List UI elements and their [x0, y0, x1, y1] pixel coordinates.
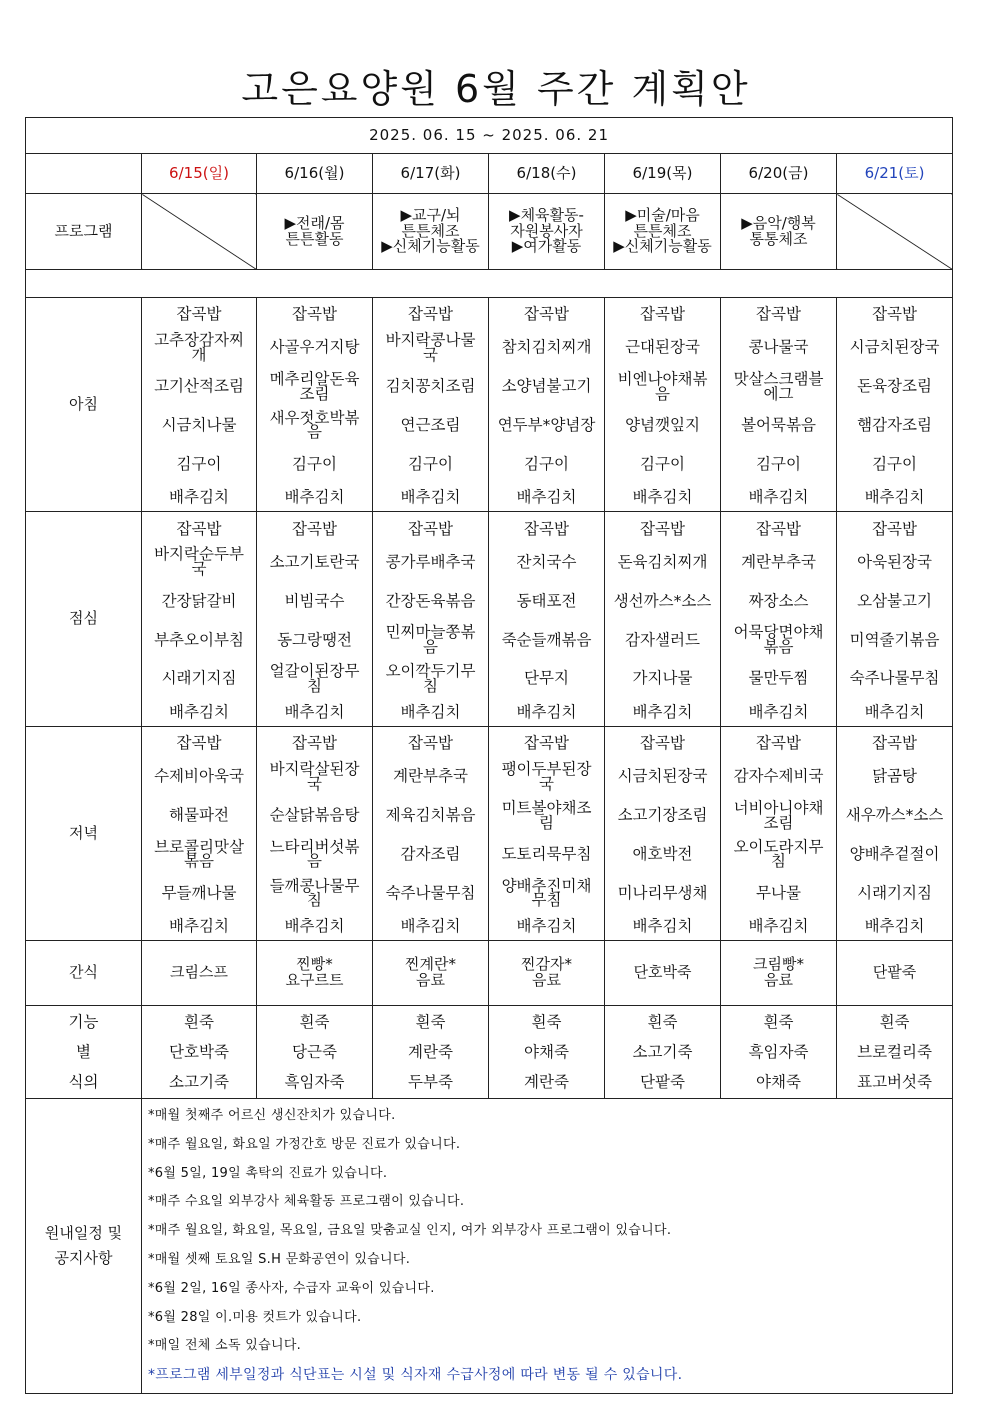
menu-item: 숙주나물무침: [385, 883, 476, 902]
snack-line: 찐감자*: [521, 955, 572, 974]
menu-item: 김구이: [176, 454, 222, 473]
menu-list: [257, 727, 372, 940]
porridge-label-line: 별: [76, 1042, 91, 1061]
menu-item: 배추김치: [284, 488, 345, 507]
snack-line: 음료: [764, 971, 793, 989]
menu-item: 잡곡밥: [640, 734, 685, 753]
menu-item: 오이깍두기무침: [385, 662, 476, 695]
menu-item: 순살닭볶음탕: [269, 806, 360, 825]
porridge-label-line: 기능: [68, 1012, 99, 1031]
notice-label-line: 원내일정 및: [44, 1223, 123, 1242]
porridge-list: [489, 1007, 604, 1097]
menu-item: 바지락살된장국: [269, 759, 360, 793]
menu-item: 무나물: [756, 883, 801, 902]
menu-item: 배추김치: [284, 917, 345, 936]
menu-list: [489, 298, 604, 511]
menu-item: 배추김치: [864, 702, 925, 721]
program-line: ▶미술/마음: [625, 205, 700, 224]
menu-list: [837, 298, 952, 511]
porridge-item: 흰죽: [531, 1012, 562, 1031]
menu-item: 맛살스크램블에그: [733, 369, 824, 403]
breakfast-cell: [142, 298, 257, 512]
menu-item: 배추김치: [748, 917, 809, 936]
lunch-cell: [605, 512, 721, 727]
snack-line: 단팥죽: [872, 963, 917, 982]
menu-item: 시금치된장국: [617, 767, 708, 786]
menu-item: 잡곡밥: [640, 519, 685, 538]
menu-item: 소고기장조림: [617, 806, 708, 825]
menu-item: 배추김치: [632, 702, 693, 721]
menu-item: 배추김치: [516, 702, 577, 721]
menu-item: 김구이: [408, 454, 453, 473]
program-cell: [721, 194, 837, 270]
menu-item: 얼갈이된장무침: [269, 662, 360, 695]
notice-label: [26, 1099, 142, 1394]
porridge-cell: [605, 1006, 721, 1099]
menu-item: 잡곡밥: [524, 734, 569, 753]
menu-item: 김구이: [756, 454, 801, 473]
menu-item: 김치꽁치조림: [385, 377, 476, 396]
menu-item: 배추김치: [400, 917, 461, 936]
menu-item: 제육김치볶음: [385, 806, 476, 825]
menu-item: 배추김치: [516, 917, 577, 936]
menu-item: 너비아니야채조림: [733, 798, 824, 832]
porridge-item: 소고기죽: [169, 1072, 229, 1091]
menu-item: 해물파전: [169, 806, 229, 825]
porridge-cell: [721, 1006, 837, 1099]
porridge-list: [837, 1007, 952, 1097]
menu-item: 잡곡밥: [408, 519, 453, 538]
menu-item: 연근조림: [400, 416, 461, 435]
snack-line: 크림빵*: [753, 955, 804, 974]
porridge-item: 흰죽: [184, 1012, 214, 1031]
day-header: 6/18(수): [489, 154, 605, 194]
menu-item: 김구이: [524, 454, 569, 473]
menu-item: 콩나물국: [748, 338, 809, 357]
menu-list: [257, 513, 372, 726]
menu-list: [605, 727, 720, 940]
menu-item: 근대된장국: [625, 338, 700, 357]
program-line: 튼튼체조: [401, 221, 460, 240]
notice-item: *매월 셋째 토요일 S.H 문화공연이 있습니다.: [148, 1252, 411, 1267]
menu-item: 배추김치: [169, 917, 229, 936]
menu-item: 수제비아욱국: [154, 767, 244, 786]
menu-item: 닭곰탕: [872, 767, 917, 786]
menu-list: [837, 727, 952, 940]
porridge-list: [142, 1007, 256, 1097]
menu-item: 소양념불고기: [501, 377, 592, 396]
menu-item: 배추김치: [864, 917, 925, 936]
program-row: [26, 194, 953, 270]
menu-item: 죽순들깨볶음: [501, 630, 592, 649]
menu-item: 오삼불고기: [857, 591, 932, 610]
menu-item: 느타리버섯볶음: [269, 837, 360, 871]
snack-line: 음료: [532, 971, 561, 989]
menu-item: 숙주나물무침: [849, 669, 940, 688]
menu-item: 잡곡밥: [292, 305, 337, 324]
menu-item: 들깨콩나물무침: [269, 876, 360, 910]
dinner-cell: [373, 727, 489, 941]
program-cell: [373, 194, 489, 270]
lunch-cell: [373, 512, 489, 727]
menu-item: 잡곡밥: [524, 305, 569, 324]
menu-item: 미나리무생채: [617, 883, 708, 902]
program-line: ▶교구/뇌: [400, 205, 461, 224]
snack-cell: [257, 941, 373, 1006]
menu-item: 잡곡밥: [872, 734, 917, 753]
menu-item: 잡곡밥: [292, 734, 337, 753]
menu-item: 김구이: [292, 454, 337, 473]
breakfast-row: [26, 298, 953, 512]
dinner-cell: [721, 727, 837, 941]
menu-item: 고추장감자찌개: [154, 330, 244, 364]
porridge-item: 계란죽: [524, 1072, 569, 1091]
porridge-item: 브로컬리죽: [857, 1042, 932, 1061]
porridge-item: 당근죽: [292, 1042, 337, 1061]
program-cell: [605, 194, 721, 270]
snack-cell: [605, 941, 721, 1006]
dinner-cell: [837, 727, 953, 941]
menu-item: 오이도라지무침: [733, 837, 824, 871]
menu-item: 잡곡밥: [756, 519, 801, 538]
spacer-row: [26, 270, 953, 298]
menu-item: 시금치나물: [161, 416, 237, 435]
notice-item: *6월 5일, 19일 촉탁의 진료가 있습니다.: [148, 1165, 388, 1181]
snack-row: [26, 941, 953, 1006]
program-cell: [142, 194, 257, 270]
menu-item: 참치김치찌개: [501, 338, 592, 357]
menu-item: 배추김치: [632, 488, 693, 507]
menu-item: 메추리알돈육조림: [269, 369, 360, 403]
lunch-cell: [142, 512, 257, 727]
porridge-item: 흑임자죽: [284, 1072, 345, 1091]
menu-item: 무들깨나물: [161, 883, 237, 902]
menu-item: 동그랑땡전: [277, 630, 352, 649]
menu-list: [142, 513, 256, 726]
snack-line: 음료: [416, 971, 445, 989]
menu-item: 연두부*양념장: [497, 416, 596, 435]
program-line: 자원봉사자: [510, 221, 583, 240]
menu-item: 잡곡밥: [408, 305, 453, 324]
lunch-label: 점심: [26, 512, 142, 727]
program-label: 프로그램: [26, 194, 142, 270]
menu-item: 배추김치: [632, 917, 693, 936]
notice-item: *프로그램 세부일정과 식단표는 시설 및 식자재 수급사정에 따라 변동 될 수 있습니다.: [148, 1367, 683, 1384]
menu-item: 생선까스*소스: [613, 591, 712, 610]
menu-item: 민찌마늘쫑볶음: [385, 623, 476, 656]
breakfast-label: 아침: [26, 298, 142, 512]
menu-item: 잡곡밥: [176, 519, 222, 538]
menu-item: 고기산적조림: [154, 377, 244, 396]
menu-item: 계란부추국: [741, 552, 816, 571]
menu-list: [142, 298, 256, 511]
menu-item: 배추김치: [516, 488, 577, 507]
menu-item: 잡곡밥: [872, 305, 917, 324]
menu-item: 시금치된장국: [849, 338, 940, 357]
menu-item: 간장닭갈비: [161, 591, 237, 610]
menu-item: 감자조림: [400, 845, 461, 864]
menu-item: 어묵당면야채볶음: [733, 623, 824, 656]
menu-item: 잡곡밥: [176, 734, 222, 753]
menu-item: 배추김치: [400, 702, 461, 721]
lunch-cell: [721, 512, 837, 727]
menu-item: 팽이두부된장국: [501, 759, 592, 793]
lunch-row: [26, 512, 953, 727]
program-line: ▶신체기능활동: [613, 237, 712, 256]
porridge-cell: [489, 1006, 605, 1099]
menu-item: 잡곡밥: [292, 519, 337, 538]
menu-item: 바지락콩나물국: [385, 330, 476, 364]
program-line: ▶신체기능활동: [381, 237, 480, 256]
program-line: ▶전래/몸: [284, 213, 345, 232]
menu-item: 잡곡밥: [756, 305, 801, 324]
day-header: 6/21(토): [837, 154, 953, 194]
notice-item: *매주 월요일, 화요일, 목요일, 금요일 맞춤교실 인지, 여가 외부강사 프로그램이 있습니다.: [148, 1223, 672, 1239]
porridge-item: 흰죽: [763, 1012, 794, 1031]
menu-list: [721, 298, 836, 511]
weekly-plan-table: [25, 117, 953, 1394]
menu-item: 김구이: [872, 454, 917, 473]
menu-item: 잡곡밥: [756, 734, 801, 753]
breakfast-cell: [837, 298, 953, 512]
menu-item: 볼어묵볶음: [741, 416, 816, 435]
menu-item: 사골우거지탕: [269, 338, 360, 357]
dinner-cell: [489, 727, 605, 941]
menu-item: 돈육장조림: [857, 377, 932, 396]
menu-item: 간장돈육볶음: [385, 591, 476, 610]
menu-item: 배추김치: [284, 702, 345, 721]
snack-cell: [489, 941, 605, 1006]
program-line: 튼튼활동: [285, 229, 344, 248]
menu-item: 잡곡밥: [524, 519, 569, 538]
day-header: 6/17(화): [373, 154, 489, 194]
program-cell: [489, 194, 605, 270]
porridge-item: 야채죽: [524, 1042, 569, 1061]
snack-cell: [837, 941, 953, 1006]
porridge-list: [373, 1007, 488, 1097]
menu-item: 배추김치: [400, 488, 461, 507]
menu-list: [142, 727, 256, 940]
menu-item: 아욱된장국: [857, 552, 932, 571]
porridge-list: [721, 1007, 836, 1097]
breakfast-cell: [489, 298, 605, 512]
notice-item: *6월 2일, 16일 종사자, 수급자 교육이 있습니다.: [148, 1280, 435, 1296]
snack-cell: [373, 941, 489, 1006]
snack-cell: [142, 941, 257, 1006]
menu-item: 애호박전: [632, 845, 693, 864]
menu-list: [257, 298, 372, 511]
menu-item: 김구이: [640, 454, 685, 473]
menu-item: 도토리묵무침: [501, 845, 592, 864]
dinner-cell: [142, 727, 257, 941]
porridge-list: [605, 1007, 720, 1097]
menu-list: [721, 513, 836, 726]
porridge-item: 흰죽: [647, 1012, 678, 1031]
snack-line: 단호박죽: [633, 963, 692, 982]
menu-item: 감자수제비국: [733, 767, 824, 786]
menu-item: 감자샐러드: [625, 630, 700, 649]
menu-item: 양배추진미채무침: [501, 876, 592, 910]
porridge-item: 흰죽: [415, 1012, 446, 1031]
page-title: 고은요양원 6월 주간 계획안: [241, 67, 751, 111]
program-cell: [837, 194, 953, 270]
porridge-cell: [373, 1006, 489, 1099]
menu-item: 미트볼야채조림: [501, 798, 592, 832]
breakfast-cell: [721, 298, 837, 512]
snack-line: 크림스프: [170, 963, 228, 982]
menu-item: 물만두찜: [748, 669, 809, 688]
notice-item: *매주 수요일 외부강사 체육활동 프로그램이 있습니다.: [148, 1194, 465, 1210]
day-header: 6/16(월): [257, 154, 373, 194]
porridge-cell: [257, 1006, 373, 1099]
porridge-item: 흰죽: [879, 1012, 910, 1031]
porridge-item: 소고기죽: [632, 1042, 693, 1061]
porridge-item: 야채죽: [756, 1072, 801, 1091]
menu-item: 가지나물: [632, 669, 693, 688]
dinner-row: [26, 727, 953, 941]
porridge-list: [257, 1007, 372, 1097]
lunch-cell: [489, 512, 605, 727]
day-header-row: [26, 154, 953, 194]
program-line: ▶여가활동: [511, 237, 582, 256]
notice-item: *6월 28일 이.미용 컷트가 있습니다.: [148, 1309, 362, 1325]
menu-item: 바지락순두부국: [154, 545, 244, 579]
breakfast-cell: [257, 298, 373, 512]
menu-list: [721, 727, 836, 940]
menu-item: 양념깻잎지: [625, 416, 700, 435]
notice-item: *매일 전체 소독 있습니다.: [148, 1338, 302, 1354]
porridge-label: [26, 1006, 142, 1099]
porridge-item: 단팥죽: [640, 1072, 685, 1091]
breakfast-cell: [373, 298, 489, 512]
menu-item: 배추김치: [864, 488, 925, 507]
snack-cell: [721, 941, 837, 1006]
menu-item: 잡곡밥: [640, 305, 685, 324]
program-line: 통통체조: [749, 229, 808, 248]
menu-list: [489, 727, 604, 940]
corner-cell: [26, 154, 142, 194]
notice-row: [26, 1099, 953, 1394]
snack-label: 간식: [26, 941, 142, 1006]
snack-line: 찐빵*: [296, 955, 333, 974]
menu-item: 미역줄기볶음: [849, 630, 940, 649]
menu-list: [489, 513, 604, 726]
menu-item: 브로콜리맛살볶음: [154, 837, 244, 871]
menu-item: 비빔국수: [284, 591, 345, 610]
menu-item: 잡곡밥: [408, 734, 453, 753]
menu-item: 계란부추국: [393, 767, 468, 786]
lunch-cell: [257, 512, 373, 727]
menu-list: [373, 298, 488, 511]
porridge-cell: [837, 1006, 953, 1099]
date-range: 2025. 06. 15 ~ 2025. 06. 21: [26, 118, 953, 154]
program-line: ▶체육활동-: [509, 205, 584, 224]
menu-item: 잡곡밥: [176, 305, 222, 324]
day-header: 6/15(일): [142, 154, 257, 194]
menu-list: [605, 513, 720, 726]
porridge-item: 두부죽: [408, 1072, 453, 1091]
menu-item: 돈육김치찌개: [617, 552, 708, 571]
program-cell: [257, 194, 373, 270]
porridge-label-line: 식의: [68, 1072, 99, 1091]
menu-item: 짜장소스: [748, 591, 809, 610]
day-header: 6/19(목): [605, 154, 721, 194]
menu-item: 배추김치: [169, 488, 229, 507]
porridge-cell: [142, 1006, 257, 1099]
porridge-row: [26, 1006, 953, 1099]
porridge-item: 계란죽: [408, 1042, 453, 1061]
notice-item: *매월 첫째주 어르신 생신잔치가 있습니다.: [148, 1108, 396, 1124]
lunch-cell: [837, 512, 953, 727]
dinner-cell: [257, 727, 373, 941]
menu-item: 잔치국수: [516, 552, 577, 571]
porridge-item: 표고버섯죽: [857, 1072, 932, 1091]
porridge-item: 흰죽: [299, 1012, 330, 1031]
breakfast-cell: [605, 298, 721, 512]
menu-item: 새우젓호박볶음: [269, 408, 360, 442]
menu-item: 시래기지짐: [161, 669, 237, 688]
notice-label-line: 공지사항: [54, 1249, 113, 1267]
menu-list: [837, 513, 952, 726]
menu-item: 단무지: [524, 669, 569, 688]
menu-list: [373, 513, 488, 726]
menu-item: 소고기토란국: [269, 552, 360, 571]
dinner-label: 저녁: [26, 727, 142, 941]
menu-item: 잡곡밥: [872, 519, 917, 538]
notice-item: *매주 월요일, 화요일 가정간호 방문 진료가 있습니다.: [148, 1136, 461, 1152]
day-header: 6/20(금): [721, 154, 837, 194]
program-line: 튼튼체조: [633, 221, 692, 240]
menu-item: 비엔나야채볶음: [617, 369, 708, 403]
menu-item: 햄감자조림: [857, 416, 932, 435]
snack-line: 요구르트: [285, 971, 344, 989]
snack-line: 찐계란*: [405, 955, 456, 974]
dinner-cell: [605, 727, 721, 941]
menu-item: 콩가루배추국: [385, 552, 476, 571]
porridge-item: 단호박죽: [169, 1042, 229, 1061]
menu-list: [605, 298, 720, 511]
porridge-item: 흑임자죽: [748, 1042, 809, 1061]
menu-item: 새우까스*소스: [845, 806, 944, 825]
notice-list: [142, 1099, 953, 1394]
menu-list: [373, 727, 488, 940]
program-line: ▶음악/행복: [741, 213, 816, 232]
menu-item: 동태포전: [516, 591, 577, 610]
menu-item: 배추김치: [748, 702, 809, 721]
menu-item: 시래기지짐: [857, 883, 932, 902]
menu-item: 양배추겉절이: [849, 845, 940, 864]
menu-item: 부추오이부침: [154, 630, 244, 649]
menu-item: 배추김치: [169, 702, 229, 721]
menu-item: 배추김치: [748, 488, 809, 507]
